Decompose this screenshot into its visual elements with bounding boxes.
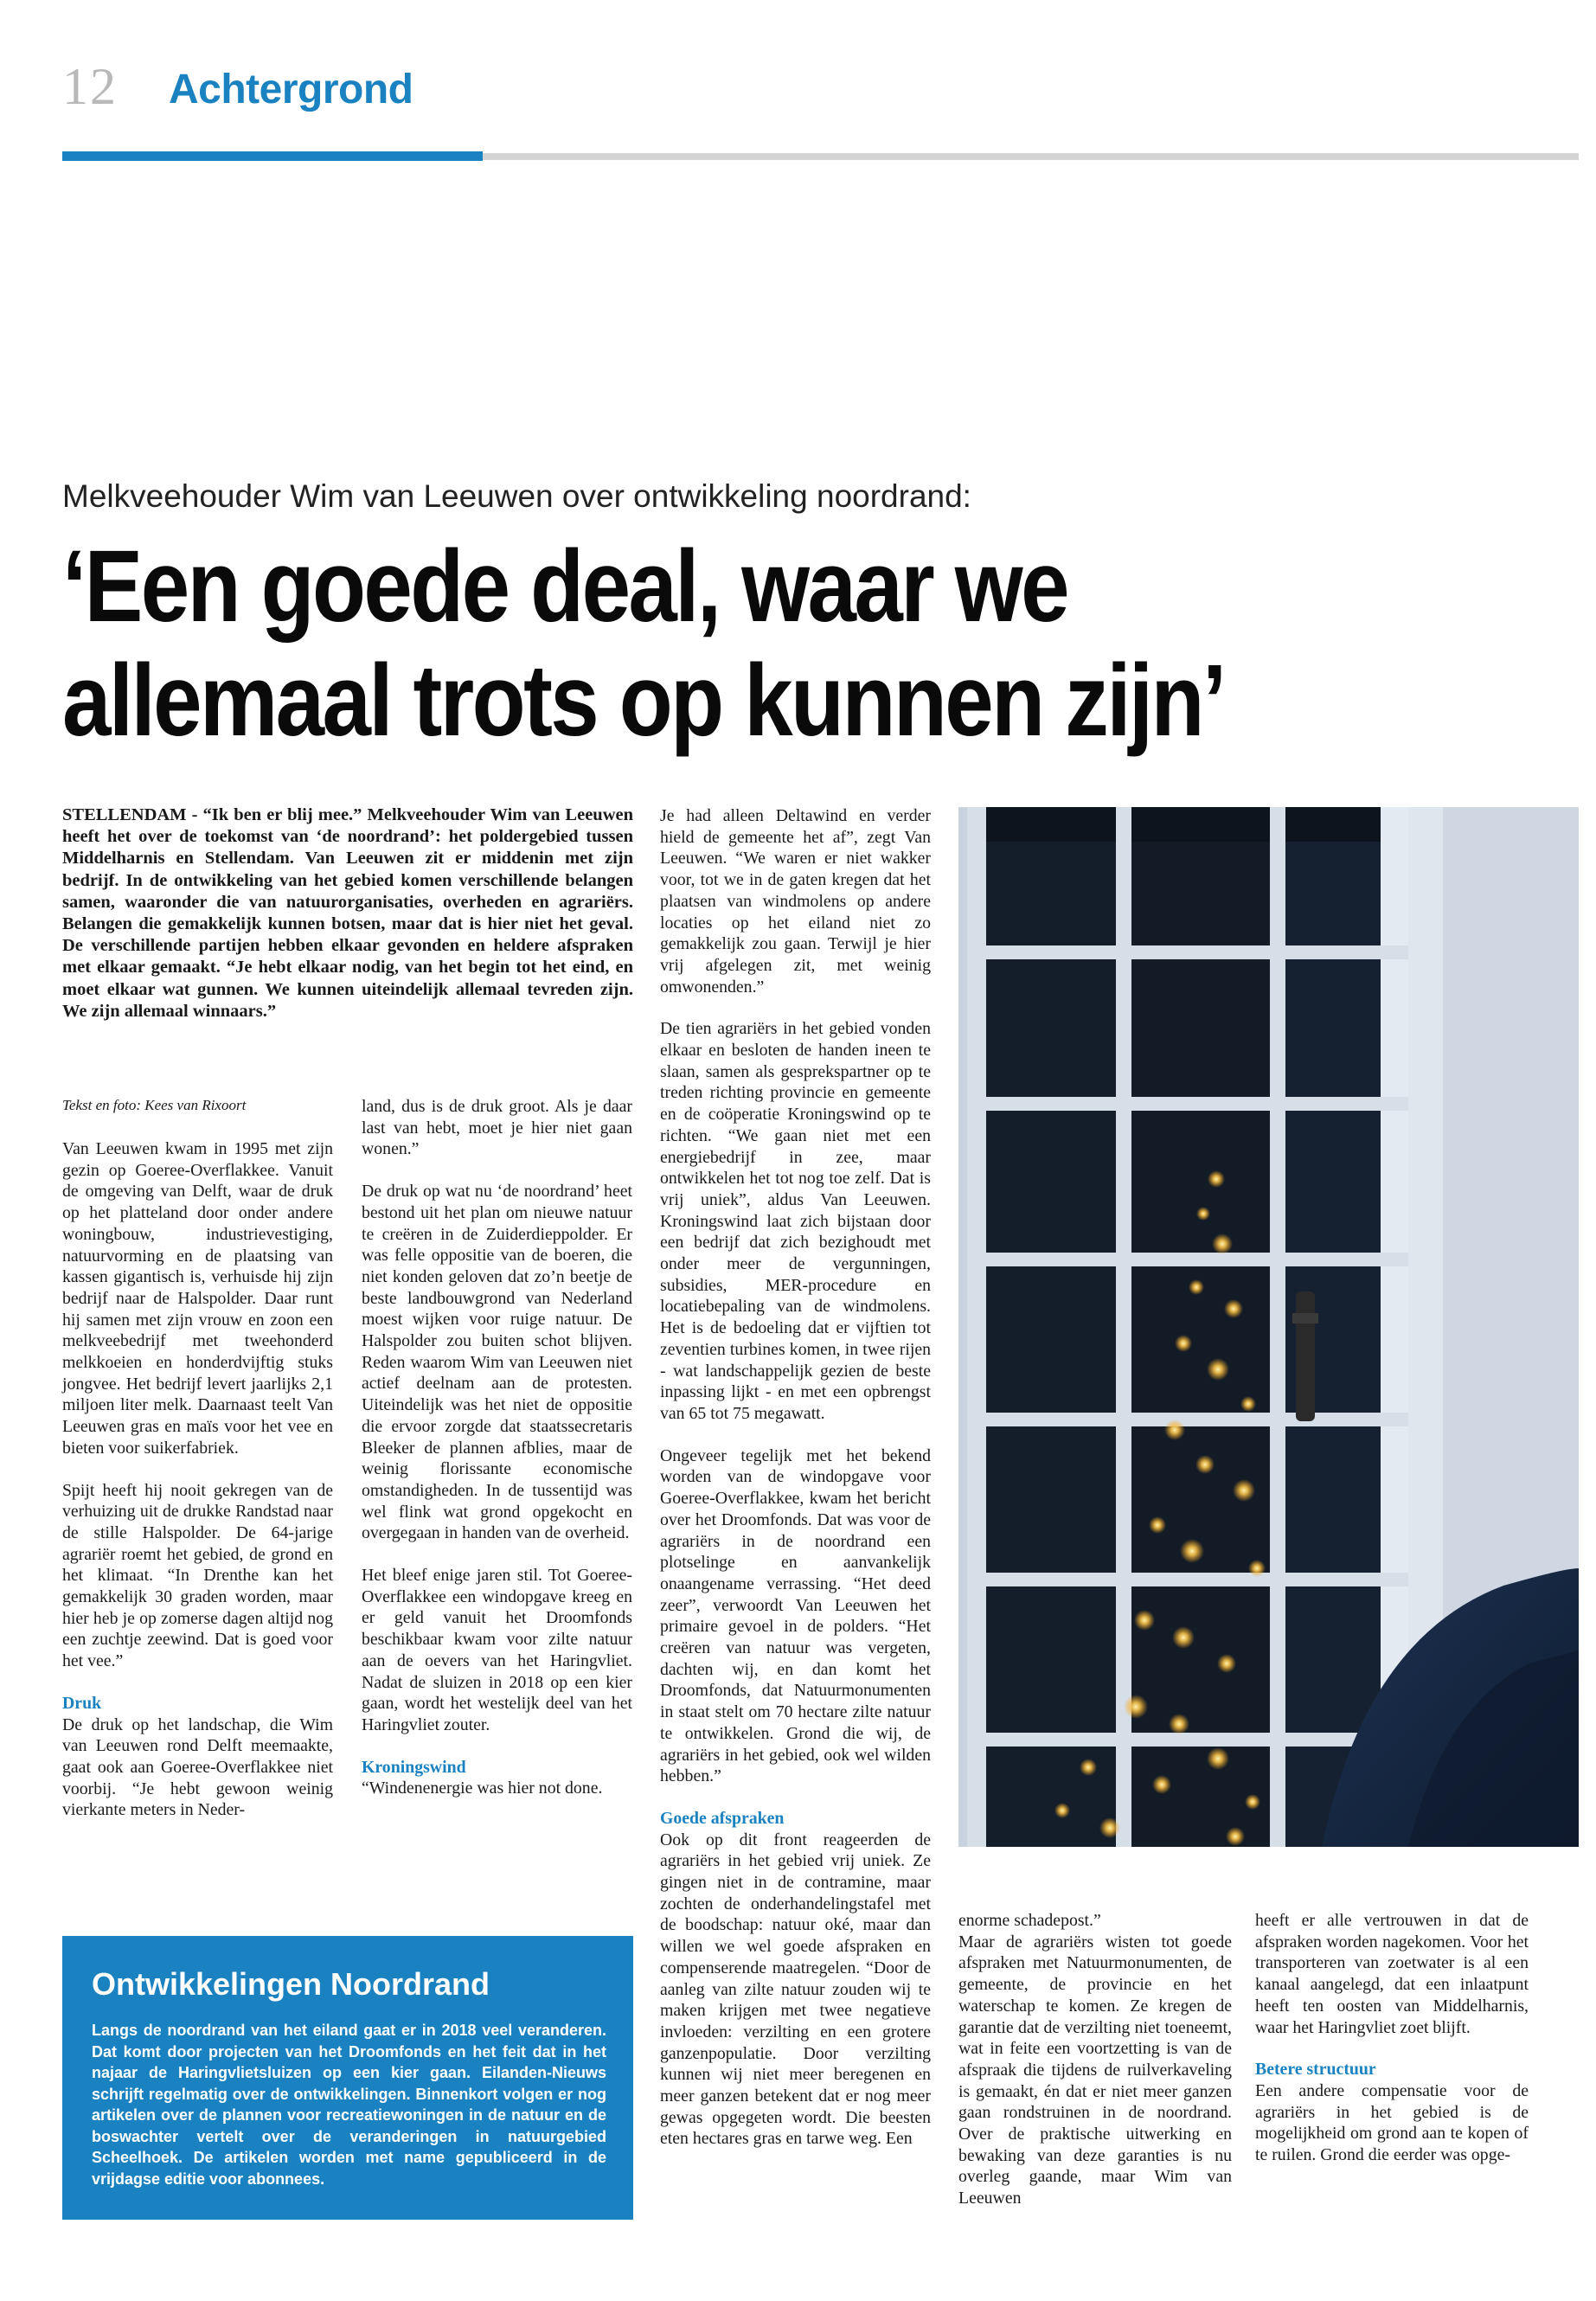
headline-line-2: allemaal trots op kunnen zijn’ (62, 644, 1225, 759)
paragraph: Maar de agrariërs wisten tot goede afspraken met Natuurmonumenten, de gemeente, de provincie en het waterschap te komen. Ze kregen de garantie dat de verzilting niet toeneemt, wat in feite een voortzetting is van de afspraak die tijdens de ruilverkaveling is gemaakt, én dat er niet meer ganzen gaan rondstruinen in de noordrand. Over de praktische uitwerking en bewaking van deze garanties is nu overleg gaande, maar Wim van Leeuwen (958, 1932, 1232, 2208)
paragraph: land, dus is de druk groot. Als je daar last van hebt, moet je hier niet gaan wonen.” (362, 1097, 632, 1159)
page-number: 12 (62, 58, 118, 115)
paragraph: Spijt heeft hij nooit gekregen van de verhuizing uit de drukke Randstad naar de stille Halspolder. De 64-jarige agrariër roemt het gebied, de grond en het klimaat. “In Drenthe kan het gemakkelijk 30 graden worden, maar hier heb je op zomerse dagen altijd nog een zuchtje zeewind. Dat is goed voor het vee.” (62, 1480, 333, 1671)
body-column-2 (362, 1096, 632, 1820)
paragraph: Je had alleen Deltawind en verder hield de gemeente het af”, zegt Van Leeuwen. “We waren er niet wakker voor, tot we in de gaten kregen dat het plaatsen van windmolens op andere locaties op het eiland niet zo gemakkelijk zou gaan. Terwijl je hier vrij afgelegen zit, met weinig omwonenden.” (660, 806, 931, 997)
byline: Tekst en foto: Kees van Rixoort (62, 1097, 247, 1113)
paragraph: “Windenenergie was hier not done. (362, 1779, 603, 1798)
article-kicker: Melkveehouder Wim van Leeuwen over ontwikkeling noordrand: (62, 478, 971, 514)
photo-door-christmas-lights (958, 807, 1579, 1847)
body-column-6 (1255, 1910, 1529, 2187)
article-photo (958, 807, 1579, 1847)
paragraph: heeft er alle vertrouwen in dat de afspraken worden nagekomen. Voor het transporteren van zoetwater is al een kanaal aangelegd, dat een inlaatpunt heeft ten oosten van Middelharnis, waar het Haringvliet zoet blijft. (1255, 1911, 1529, 2037)
article-lead (62, 804, 633, 1022)
info-box-body: Langs de noordrand van het eiland gaat er in 2018 veel veranderen. Dat komt door projecten van het Droomfonds en het feit dat in het najaar de Haringvlietsluizen op een kier gaan. Eilanden-Nieuws schrijft regelmatig over de ontwikkelingen. Binnenkort volgen er nog artikelen over de plannen voor recreatiewoningen in de natuur en de boswachter vertelt over de veranderingen in natuurgebied Scheelhoek. De artikelen worden met name gepubliceerd in de vrijdagse editie voor abonnees. (92, 2022, 606, 2188)
body-column-1 (62, 1138, 333, 1842)
info-box-title: Ontwikkelingen Noordrand (92, 1966, 490, 2002)
subheading-kroningswind: Kroningswind (362, 1757, 466, 1777)
paragraph: Ook op dit front reageerden de agrariërs in het gebied vrij uniek. Ze gingen niet in de contramine, maar zochten de onderhandelingstafel met de boodschap: natuur oké, maar dan willen we wel goede afspraken en compenserende maatregelen. “Door de aanleg van zilte natuur zouden wij te maken krijgen met twee negatieve invloeden: verzilting en een grotere ganzenpopulatie. Door verzilting kunnen wij niet meer beregenen en meer ganzen betekent dat er nog meer gewas opgegeten wordt. Die beesten eten hectares gras en tarwe weg. Een (660, 1830, 931, 2149)
header-rule-accent (62, 151, 483, 161)
headline-line-1: ‘Een goede deal, waar we (62, 529, 1067, 644)
body-column-5 (958, 1910, 1232, 2230)
paragraph: Ongeveer tegelijk met het bekend worden van de windopgave voor Goeree-Overflakkee, kwam het bericht over het Droomfonds. Dat was voor de agrariërs in de noordrand een plotselinge en aanvankelijk onaangename verrassing. “Het deed zeer”, verwoordt Van Leeuwen het primaire gevoel in de polders. “Het creëren van natuur was vergeten, dachten wij, en dan komt het Droomfonds, dat Natuurmonumenten in staat stelt om 70 hectare zilte natuur te ontwikkelen. Grond die wij, de agrariërs in het gebied, ook wel wilden hebben.” (660, 1445, 931, 1786)
paragraph: enorme schadepost.” (958, 1911, 1101, 1930)
article-headline (62, 529, 1342, 758)
body-column-3 (660, 805, 931, 2170)
paragraph: De druk op het landschap, die Wim van Leeuwen rond Delft meemaakte, gaat ook aan Goeree-Overflakkee niet voorbij. “Je hebt gewoon weinig vierkante meters in Neder- (62, 1715, 333, 1820)
section-title: Achtergrond (169, 67, 413, 112)
info-box (62, 1936, 633, 2220)
lead-text: “Ik ben er blij mee.” Melkveehouder Wim van Leeuwen heeft het over de toekomst van ‘de noordrand’: het poldergebied tussen Middelharnis en Stellendam. Van Leeuwen zit er middenin met zijn bedrijf. In de ontwikkeling van het gebied komen verschillende belangen samen, waaronder die van natuurorganisaties, overheden en agrariërs. Belangen die gemakkelijk kunnen botsen, maar dat is hier niet het geval. De verschillende partijen hebben elkaar gevonden en heldere afspraken met elkaar gemaakt. “Je hebt elkaar nodig, van het begin tot het eind, en moet elkaar wat gunnen. We kunnen uiteindelijk allemaal tevreden zijn. We zijn allemaal winnaars.” (62, 805, 633, 1021)
subheading-druk: Druk (62, 1693, 102, 1713)
paragraph: De tien agrariërs in het gebied vonden elkaar en besloten de handen ineen te slaan, samen als gesprekspartner op te treden richting provincie en gemeente en de coöperatie Kroningswind op te richten. “We gaan niet met een energiebedrijf in zee, maar ontwikkelen het tot nog toe zelf. Dat is vrij uniek”, aldus Van Leeuwen. Kroningswind laat zich bijstaan door een bedrijf dat zich bezighoudt met onder meer de vergunningen, subsidies, MER-procedure en locatiebepaling van de windmolens. Het is de bedoeling dat er vijftien tot zeventien turbines komen, in twee rijen - wat landschappelijk gezien de beste inpassing lijkt - en met een opbrengst van 65 tot 75 megawatt. (660, 1019, 931, 1423)
paragraph: Van Leeuwen kwam in 1995 met zijn gezin op Goeree-Overflakkee. Vanuit de omgeving van Delft, waar de druk op het platteland door onder andere woningbouw, industrievestiging, natuurvorming en de plaatsing van kassen gigantisch is, verhuisde hij zijn bedrijf naar de Halspolder. Daar runt hij samen met zijn vrouw en zoon een melkveebedrijf met tweehonderd melkkoeien en honderdvijftig stuks jongvee. Het bedrijf levert jaarlijks 2,1 miljoen liter melk. Daarnaast teelt Van Leeuwen gras en maïs voor het vee en bieten voor suikerfabriek. (62, 1139, 333, 1458)
paragraph: Het bleef enige jaren stil. Tot Goeree-Overflakkee een windopgave kreeg en er geld vanuit het Droomfonds beschikbaar kwam voor zilte natuur aan de oevers van het Haringvliet. Nadat de sluizen in 2018 op een kier gaan, wordt het westelijk deel van het Haringvliet zouter. (362, 1566, 632, 1734)
dateline: STELLENDAM - (62, 805, 203, 824)
paragraph: Een andere compensatie voor de agrariërs in het gebied is de mogelijkheid om grond aan te kopen of te ruilen. Grond die eerder was opge- (1255, 2080, 1529, 2165)
subheading-betere-structuur: Betere structuur (1255, 2060, 1376, 2080)
subheading-goede-afspraken: Goede afspraken (660, 1808, 785, 1828)
paragraph: De druk op wat nu ‘de noordrand’ heet bestond uit het plan om nieuwe natuur te creëren in de Zuiderdieppolder. Er was felle oppositie van de boeren, die niet konden geloven dat zo’n beetje de beste landbouwgrond van Nederland moest wijken voor ruige natuur. De Halspolder zou buiten schot blijven. Reden waarom Wim van Leeuwen niet actief deelnam aan de protesten. Uiteindelijk was het niet de oppositie die ervoor zorgde dat staatssecretaris Bleeker de plannen afblies, maar de weinig florissante economische omstandigheden. In de tussentijd was wel flink wat grond opgekocht en overgegaan in handen van de overheid. (362, 1182, 632, 1543)
